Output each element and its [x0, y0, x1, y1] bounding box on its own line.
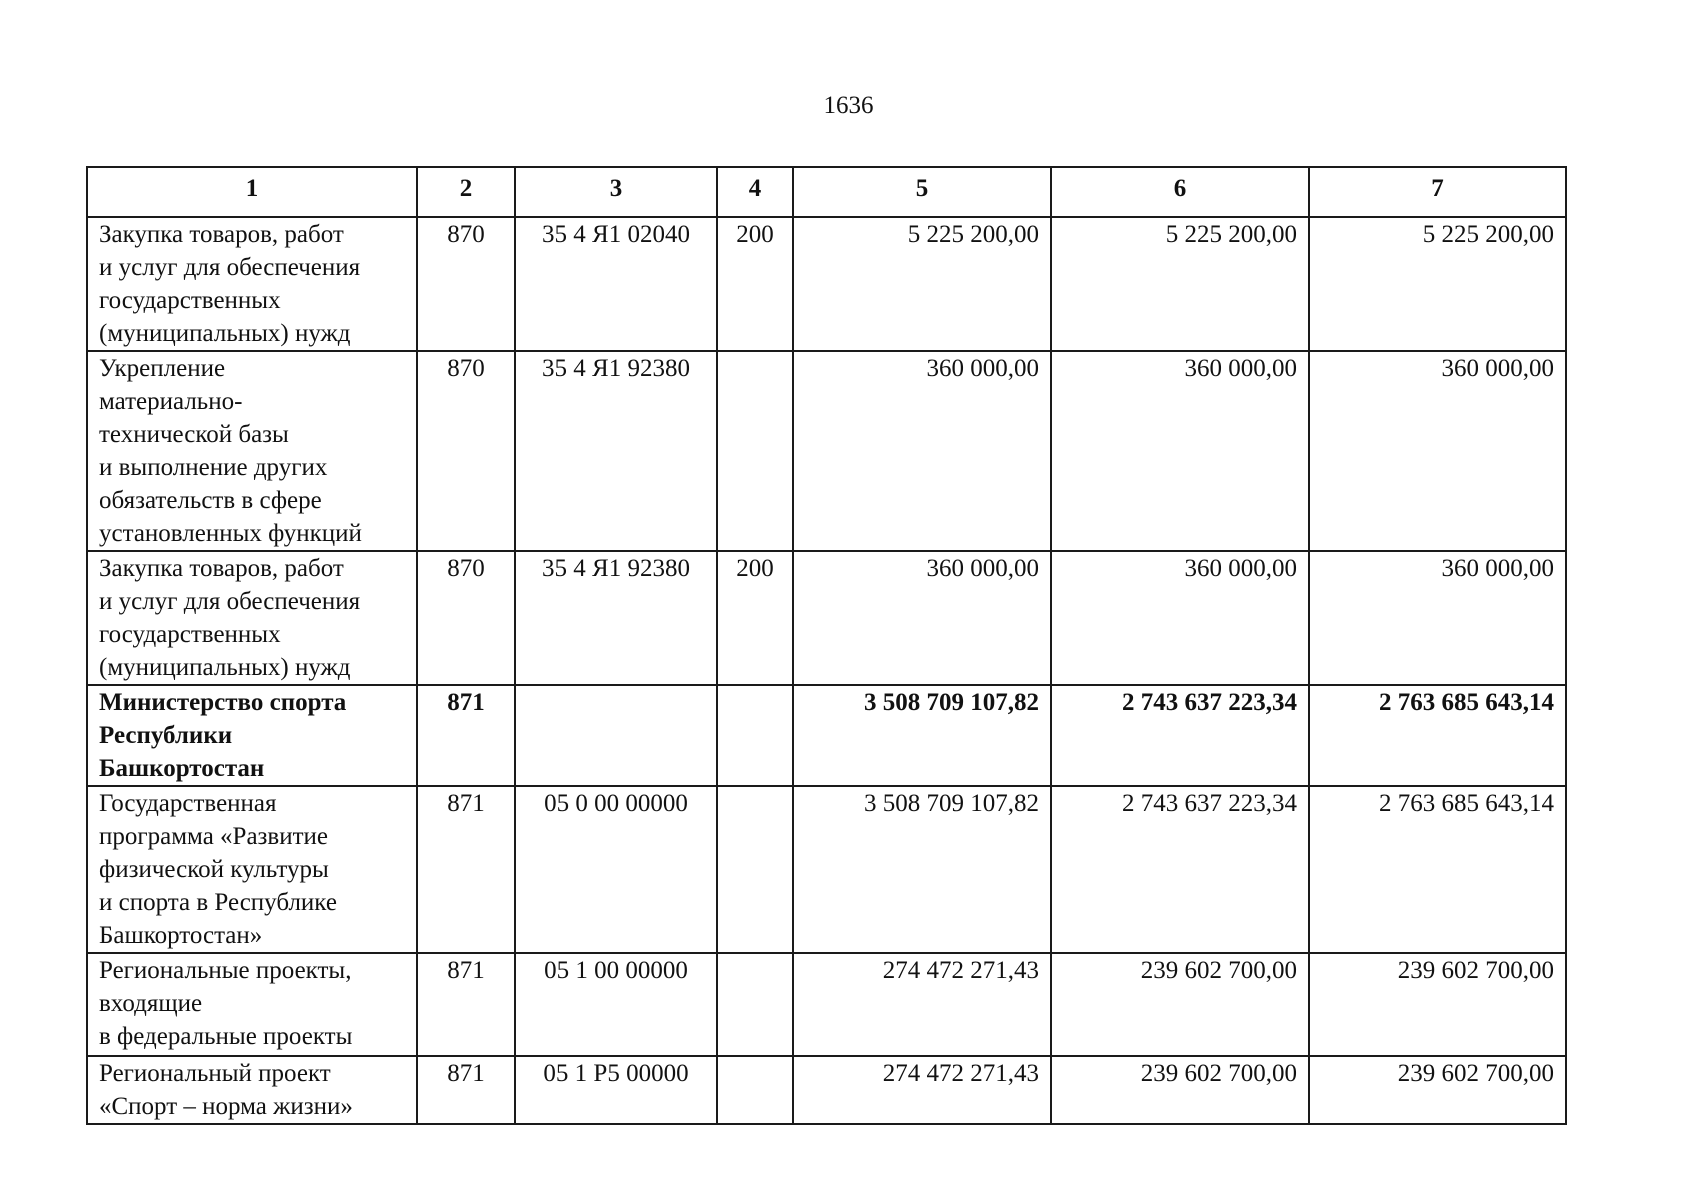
- expense-type-cell: [717, 351, 793, 551]
- ministry-code-cell: 871: [417, 786, 515, 953]
- expense-type-cell: [717, 786, 793, 953]
- column-header: 5: [793, 167, 1051, 217]
- amount-cell: 239 602 700,00: [1309, 953, 1566, 1056]
- amount-cell: 5 225 200,00: [1051, 217, 1309, 351]
- ministry-code-cell: 870: [417, 351, 515, 551]
- column-header: 2: [417, 167, 515, 217]
- table-header-row: [87, 167, 1566, 217]
- column-header: 4: [717, 167, 793, 217]
- amount-cell: 3 508 709 107,82: [793, 685, 1051, 786]
- expense-type-cell: 200: [717, 217, 793, 351]
- amount-cell: 2 743 637 223,34: [1051, 685, 1309, 786]
- table-row: [87, 351, 1566, 551]
- amount-cell: 360 000,00: [1051, 551, 1309, 685]
- amount-cell: 360 000,00: [793, 351, 1051, 551]
- table-row: [87, 953, 1566, 1056]
- amount-cell: 239 602 700,00: [1051, 953, 1309, 1056]
- column-header: 1: [87, 167, 417, 217]
- amount-cell: 360 000,00: [1309, 351, 1566, 551]
- amount-cell: 2 743 637 223,34: [1051, 786, 1309, 953]
- row-name-cell: Закупка товаров, работ и услуг для обеспечения государственных (муниципальных) нужд: [87, 551, 417, 685]
- column-header: 6: [1051, 167, 1309, 217]
- target-code-cell: 35 4 Я1 92380: [515, 351, 717, 551]
- amount-cell: 5 225 200,00: [793, 217, 1051, 351]
- row-name-cell: Министерство спорта Республики Башкортостан: [87, 685, 417, 786]
- target-code-cell: 35 4 Я1 92380: [515, 551, 717, 685]
- amount-cell: 274 472 271,43: [793, 1056, 1051, 1124]
- amount-cell: 3 508 709 107,82: [793, 786, 1051, 953]
- target-code-cell: 05 1 P5 00000: [515, 1056, 717, 1124]
- table-row: [87, 786, 1566, 953]
- amount-cell: 360 000,00: [793, 551, 1051, 685]
- amount-cell: 2 763 685 643,14: [1309, 786, 1566, 953]
- row-name-cell: Укрепление материально- технической базы и выполнение других обязательств в сфере установленных функций: [87, 351, 417, 551]
- ministry-code-cell: 871: [417, 1056, 515, 1124]
- budget-table: [86, 166, 1567, 1125]
- target-code-cell: 05 1 00 00000: [515, 953, 717, 1056]
- amount-cell: 360 000,00: [1051, 351, 1309, 551]
- table-row: [87, 1056, 1566, 1124]
- ministry-code-cell: 870: [417, 217, 515, 351]
- ministry-code-cell: 871: [417, 953, 515, 1056]
- page-number: 1636: [823, 92, 874, 119]
- table-row: [87, 217, 1566, 351]
- column-header: 3: [515, 167, 717, 217]
- amount-cell: 239 602 700,00: [1051, 1056, 1309, 1124]
- table-row: [87, 685, 1566, 786]
- target-code-cell: [515, 685, 717, 786]
- expense-type-cell: 200: [717, 551, 793, 685]
- amount-cell: 5 225 200,00: [1309, 217, 1566, 351]
- row-name-cell: Закупка товаров, работ и услуг для обеспечения государственных (муниципальных) нужд: [87, 217, 417, 351]
- amount-cell: 239 602 700,00: [1309, 1056, 1566, 1124]
- row-name-cell: Региональные проекты, входящие в федеральные проекты: [87, 953, 417, 1056]
- expense-type-cell: [717, 953, 793, 1056]
- ministry-code-cell: 871: [417, 685, 515, 786]
- expense-type-cell: [717, 685, 793, 786]
- target-code-cell: 05 0 00 00000: [515, 786, 717, 953]
- row-name-cell: Государственная программа «Развитие физической культуры и спорта в Республике Башкортостан»: [87, 786, 417, 953]
- target-code-cell: 35 4 Я1 02040: [515, 217, 717, 351]
- amount-cell: 274 472 271,43: [793, 953, 1051, 1056]
- ministry-code-cell: 870: [417, 551, 515, 685]
- expense-type-cell: [717, 1056, 793, 1124]
- row-name-cell: Региональный проект «Спорт – норма жизни»: [87, 1056, 417, 1124]
- column-header: 7: [1309, 167, 1566, 217]
- amount-cell: 360 000,00: [1309, 551, 1566, 685]
- table-row: [87, 551, 1566, 685]
- amount-cell: 2 763 685 643,14: [1309, 685, 1566, 786]
